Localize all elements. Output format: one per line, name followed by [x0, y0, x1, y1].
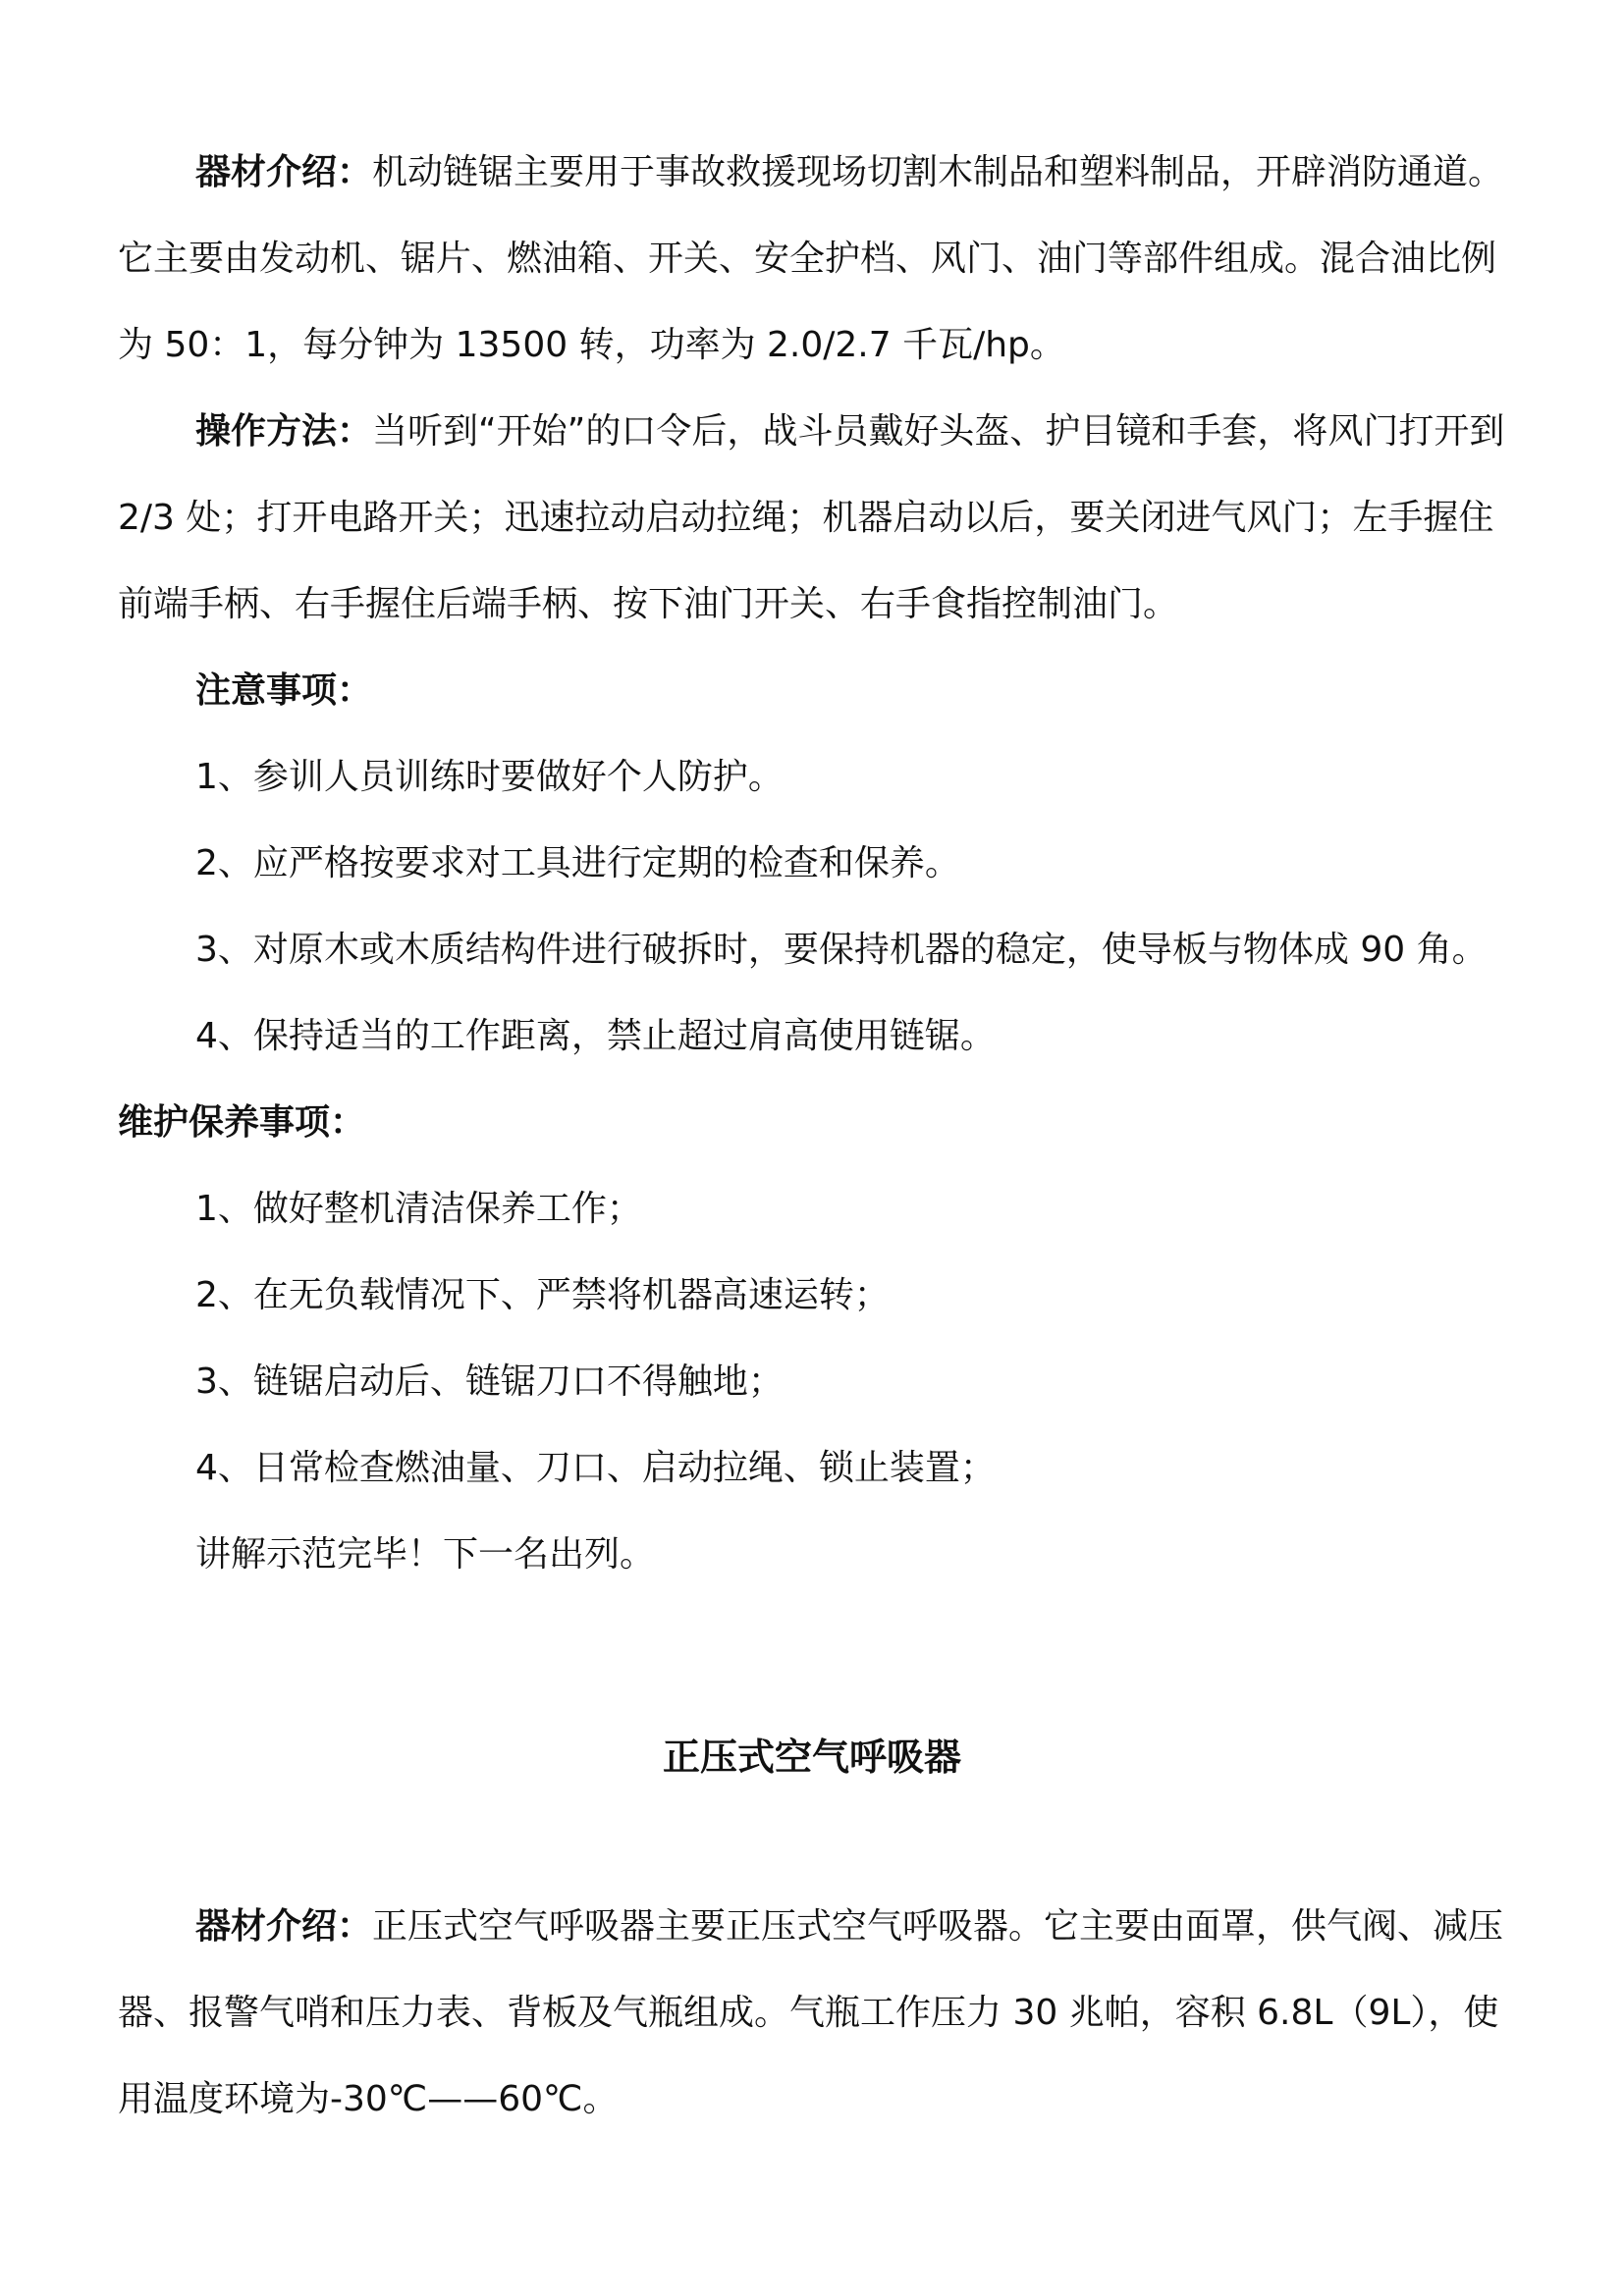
chainsaw-operation-text: 当听到“开始”的口令后，战斗员戴好头盔、护目镜和手套，将风门打开到 2/3 处；打开电路开关；迅速拉动启动拉绳；机器启动以后，要关闭进气风门；左手握住前端手柄、右手握住后端手柄、按下油门开关、右手食指控制油门。 — [118, 411, 1505, 624]
maintenance-item: 2、在无负载情况下、严禁将机器高速运转； — [195, 1275, 890, 1315]
section-title: 正压式空气呼吸器 — [662, 1735, 961, 1779]
chainsaw-intro-paragraph — [118, 130, 1522, 389]
maintenance-item: 3、链锯启动后、链锯刀口不得触地； — [195, 1362, 784, 1402]
notes-item: 1、参训人员训练时要做好个人防护。 — [195, 757, 784, 797]
chainsaw-operation-label: 操作方法： — [195, 411, 373, 452]
notes-item: 3、对原木或木质结构件进行破拆时，要保持机器的稳定，使导板与物体成 90 角。 — [195, 930, 1488, 970]
maintenance-item: 4、日常检查燃油量、刀口、启动拉绳、锁止装置； — [195, 1448, 996, 1488]
notes-item: 4、保持适当的工作距离，禁止超过肩高使用链锯。 — [195, 1016, 996, 1056]
chainsaw-operation-paragraph — [118, 389, 1522, 648]
closing-line: 讲解示范完毕！下一名出列。 — [195, 1534, 656, 1575]
breathing-apparatus-intro-label: 器材介绍： — [195, 1906, 373, 1947]
maintenance-item: 1、做好整机清洁保养工作； — [195, 1189, 642, 1229]
notes-item: 2、应严格按要求对工具进行定期的检查和保养。 — [195, 843, 960, 883]
notes-heading: 注意事项： — [195, 670, 373, 711]
breathing-apparatus-intro-text: 正压式空气呼吸器主要正压式空气呼吸器。它主要由面罩，供气阀、减压器、报警气哨和压力表、背板及气瓶组成。气瓶工作压力 30 兆帕，容积 6.8L（9L），使用温度环境为-30℃——60℃。 — [118, 1906, 1504, 2119]
maintenance-heading: 维护保养事项： — [118, 1102, 366, 1143]
breathing-apparatus-intro-paragraph — [118, 1884, 1522, 2143]
chainsaw-intro-text: 机动链锯主要用于事故救援现场切割木制品和塑料制品，开辟消防通道。它主要由发动机、锯片、燃油箱、开关、安全护档、风门、油门等部件组成。混合油比例为 50：1，每分钟为 13500 转，功率为 2.0/2.7 千瓦/hp。 — [118, 152, 1504, 365]
chainsaw-intro-label: 器材介绍： — [195, 152, 373, 192]
